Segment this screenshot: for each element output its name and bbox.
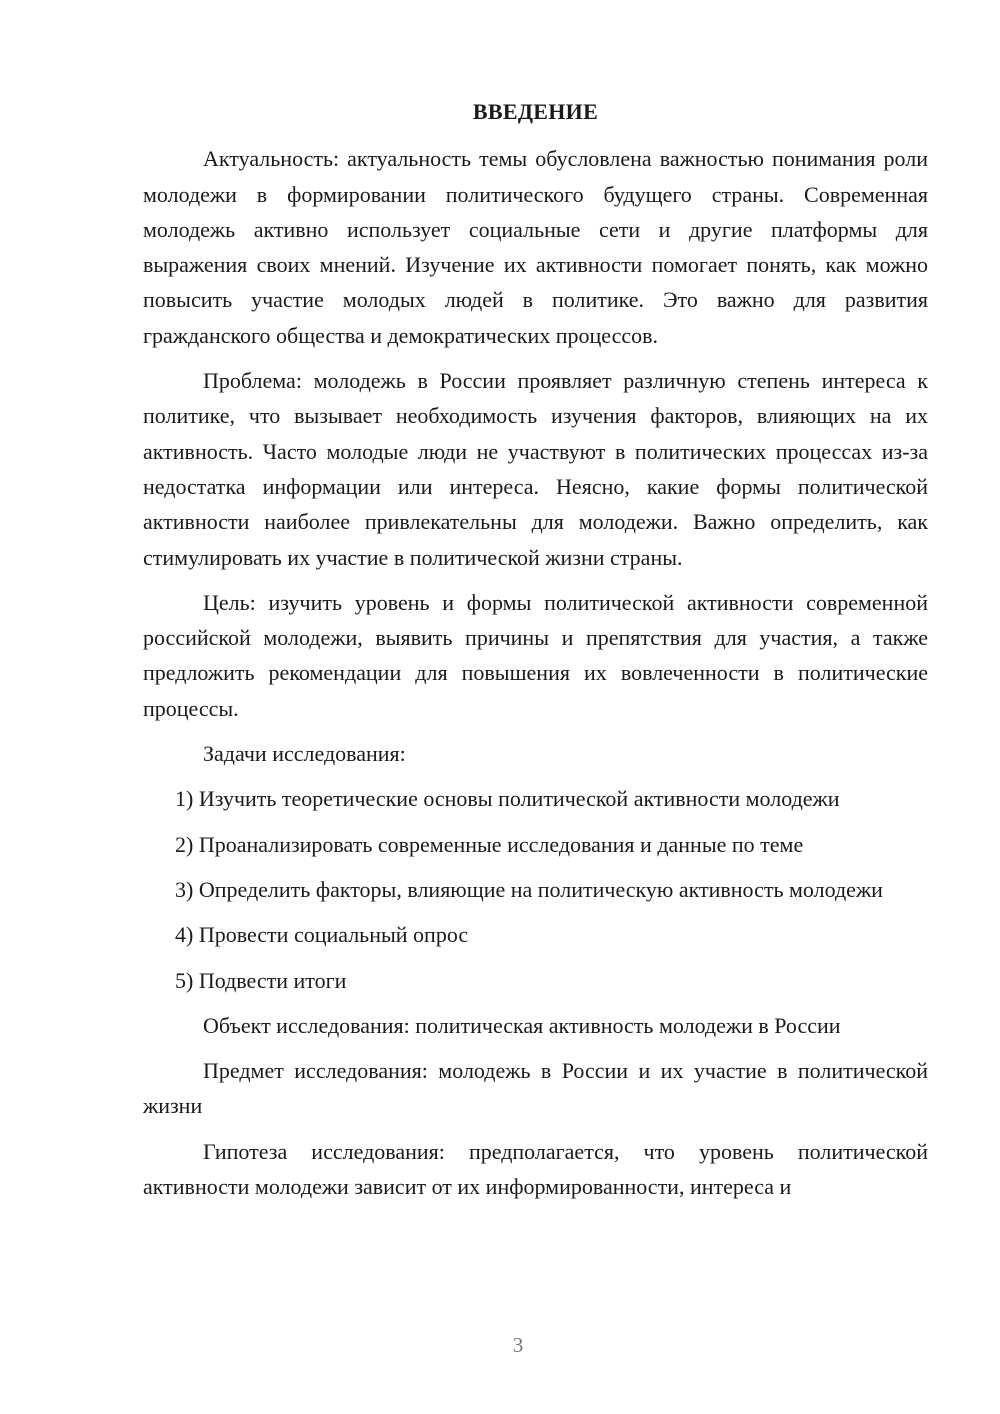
task-item-4: 4) Провести социальный опрос — [175, 922, 469, 948]
page-number: 3 — [512, 1333, 524, 1357]
task-item-1: 1) Изучить теоретические основы политической активности молодежи — [175, 786, 840, 812]
document-page — [143, 94, 928, 1214]
task-item-3: 3) Определить факторы, влияющие на политическую активность молодежи — [175, 876, 883, 902]
relevance-paragraph: Актуальность: актуальность темы обусловлена важностью понимания роли молодежи в формировании политического будущего страны. Современная молодежь активно использует социальные сети и другие платформы для выражения своих мнений. Изучение их активности помогает понять, как можно повысить участие молодых людей в политике. Это важно для развития гражданского общества и демократических процессов. — [143, 146, 928, 348]
problem-paragraph: Проблема: молодежь в России проявляет различную степень интереса к политике, что вызывает необходимость изучения факторов, влияющих на их активность. Часто молодые люди не участвуют в политических процессах из-за недостатка информации или интереса. Неясно, какие формы политической активности наиболее привлекательны для молодежи. Важно определить, как стимулировать их участие в политической жизни страны. — [143, 368, 928, 570]
section-title: ВВЕДЕНИЕ — [472, 99, 599, 124]
research-hypothesis: Гипотеза исследования: предполагается, что уровень политической активности молодежи зависит от их информированности, интереса и — [143, 1138, 928, 1200]
task-item-2: 2) Проанализировать современные исследования и данные по теме — [175, 831, 804, 857]
research-object: Объект исследования: политическая активность молодежи в России — [203, 1012, 841, 1038]
tasks-heading: Задачи исследования: — [203, 741, 406, 767]
research-subject: Предмет исследования: молодежь в России и их участие в политической жизни — [143, 1058, 928, 1119]
goal-paragraph: Цель: изучить уровень и формы политической активности современной российской молодежи, выявить причины и препятствия для участия, а также предложить рекомендации для повышения их вовлеченности в политические процессы. — [143, 589, 928, 721]
task-item-5: 5) Подвести итоги — [175, 967, 347, 993]
